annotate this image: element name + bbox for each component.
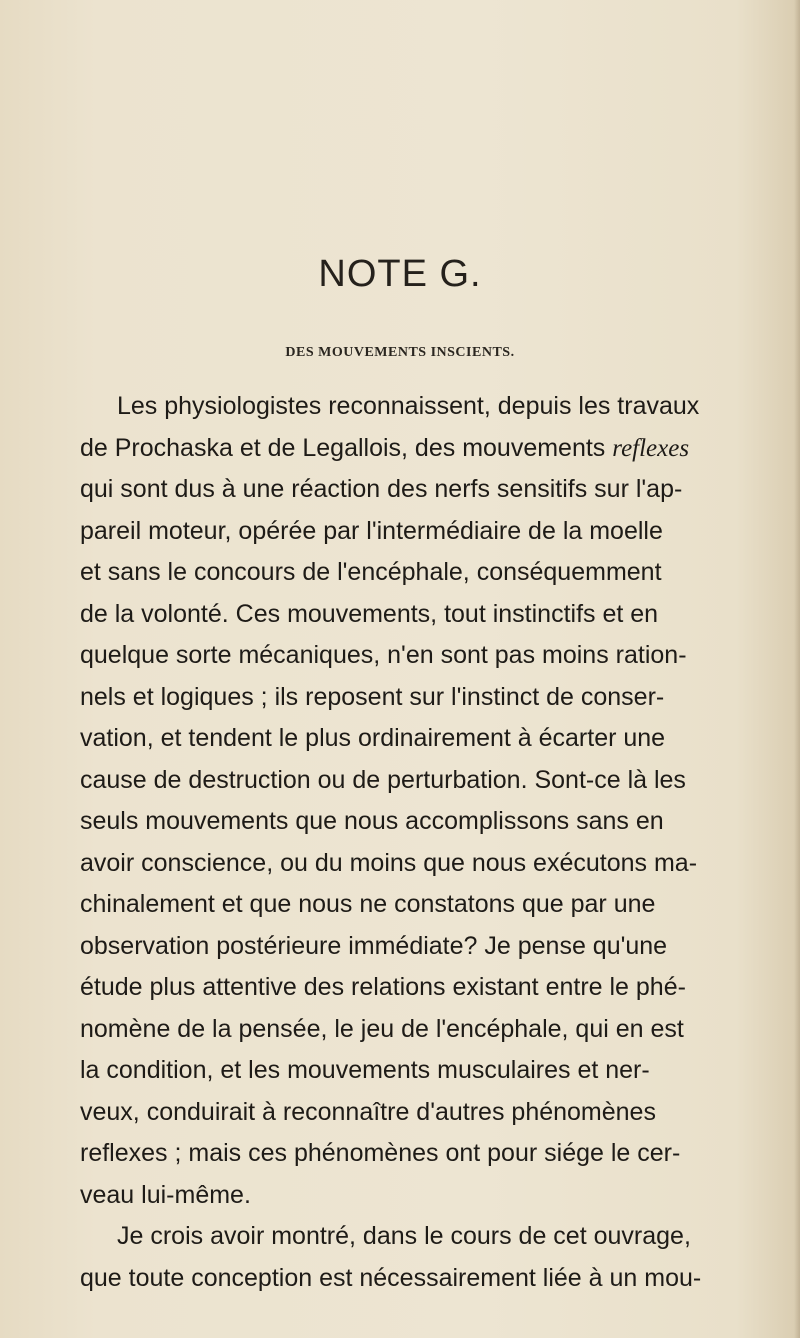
note-title: NOTE G. xyxy=(318,253,482,295)
text-line: Les physiologistes reconnaissent, depuis les travaux xyxy=(117,392,700,420)
text-line: étude plus attentive des relations existant entre le phé- xyxy=(80,973,686,1001)
text-line: observation postérieure immédiate? Je pense qu'une xyxy=(80,931,668,960)
text-line: que toute conception est nécessairement liée à un mou- xyxy=(80,1263,702,1292)
text-line xyxy=(80,428,790,470)
text-line: avoir conscience, ou du moins que nous exécutons ma- xyxy=(80,848,698,877)
text-line: cause de destruction ou de perturbation. Sont-ce là les xyxy=(80,765,686,794)
text-segment: de Prochaska et de Legallois, des mouvements xyxy=(80,433,613,462)
body-text xyxy=(80,386,790,1299)
text-line: Je crois avoir montré, dans le cours de cet ouvrage, xyxy=(117,1222,691,1250)
text-line: la condition, et les mouvements musculaires et ner- xyxy=(80,1056,650,1084)
text-line: qui sont dus à une réaction des nerfs sensitifs sur l'ap- xyxy=(80,475,683,503)
text-line: veau lui-même. xyxy=(80,1180,251,1209)
text-line: vation, et tendent le plus ordinairement à écarter une xyxy=(80,724,666,752)
text-line: chinalement et que nous ne constatons que par une xyxy=(80,890,656,918)
text-line: reflexes ; mais ces phénomènes ont pour siége le cer- xyxy=(80,1139,681,1167)
text-line: de la volonté. Ces mouvements, tout instinctifs et en xyxy=(80,599,659,628)
text-line: seuls mouvements que nous accomplissons sans en xyxy=(80,807,664,835)
text-line: pareil moteur, opérée par l'intermédiaire de la moelle xyxy=(80,516,663,545)
text-line: nomène de la pensée, le jeu de l'encéphale, qui en est xyxy=(80,1014,684,1043)
page-edge-shadow xyxy=(794,0,800,1338)
text-line: veux, conduirait à reconnaître d'autres phénomènes xyxy=(80,1097,656,1126)
text-line: nels et logiques ; ils reposent sur l'instinct de conser- xyxy=(80,682,665,711)
text-line: quelque sorte mécaniques, n'en sont pas moins ration- xyxy=(80,641,687,669)
note-subtitle: DES MOUVEMENTS INSCIENTS. xyxy=(285,345,515,360)
italic-term: reflexes xyxy=(612,434,690,462)
text-line: et sans le concours de l'encéphale, conséquemment xyxy=(80,558,662,586)
